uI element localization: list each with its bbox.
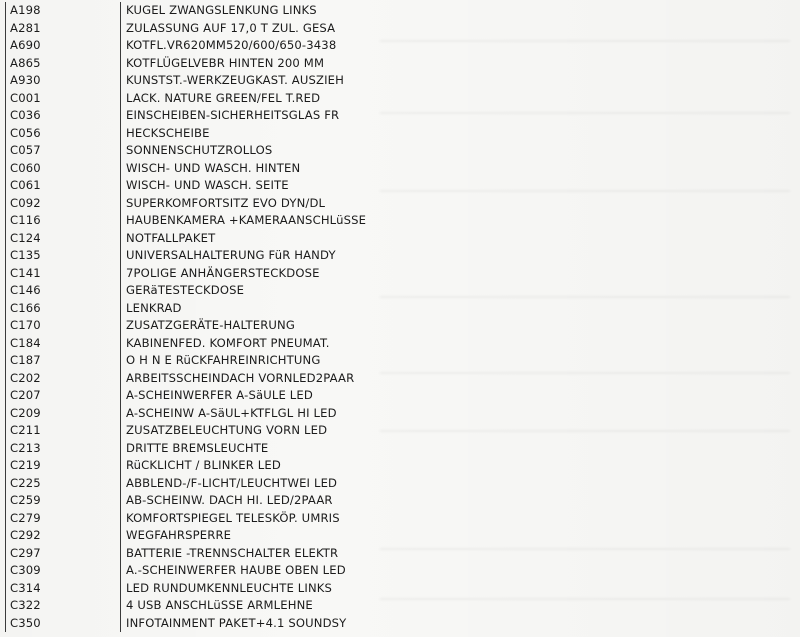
table-row bbox=[6, 562, 367, 580]
table-row bbox=[6, 370, 367, 388]
table-row bbox=[6, 142, 367, 160]
option-code: C001 bbox=[6, 90, 121, 108]
option-code: C166 bbox=[6, 300, 121, 318]
option-code: C060 bbox=[6, 160, 121, 178]
option-description: ZULASSUNG AUF 17,0 T ZUL. GESA bbox=[126, 20, 336, 35]
option-code: C116 bbox=[6, 212, 121, 230]
option-code: C259 bbox=[6, 492, 121, 510]
option-description: ABBLEND-/F-LICHT/LEUCHTWEI LED bbox=[126, 475, 338, 490]
option-description: GERäTESTECKDOSE bbox=[126, 283, 245, 297]
option-code: A198 bbox=[6, 2, 121, 20]
option-code: C207 bbox=[6, 387, 121, 405]
table-row bbox=[6, 335, 367, 353]
table-row bbox=[6, 317, 367, 335]
option-code: C141 bbox=[6, 265, 121, 283]
option-code: C061 bbox=[6, 177, 121, 195]
option-description: KUNSTST.-WERKZEUGKAST. AUSZIEH bbox=[126, 73, 344, 87]
option-description: WISCH- UND WASCH. HINTEN bbox=[126, 160, 301, 175]
option-description: O H N E RüCKFAHREINRICHTUNG bbox=[126, 353, 321, 367]
option-description: LACK. NATURE GREEN/FEL T.RED bbox=[126, 90, 321, 105]
option-code: C279 bbox=[6, 510, 121, 528]
table-row bbox=[6, 597, 367, 615]
table-row bbox=[6, 387, 367, 405]
table-row bbox=[6, 230, 367, 248]
option-code: C297 bbox=[6, 545, 121, 563]
equipment-code-rows bbox=[6, 2, 367, 632]
scan-bleed-through bbox=[380, 548, 790, 550]
table-row bbox=[6, 457, 367, 475]
scan-bleed-through bbox=[380, 296, 790, 298]
option-description: A-SCHEINW A-SäUL+KTFLGL HI LED bbox=[126, 405, 337, 420]
table-row bbox=[6, 440, 367, 458]
option-description: SUPERKOMFORTSITZ EVO DYN/DL bbox=[126, 195, 326, 210]
option-code: C056 bbox=[6, 125, 121, 143]
option-description: ZUSATZGERÄTE-HALTERUNG bbox=[126, 318, 295, 332]
option-description: WEGFAHRSPERRE bbox=[126, 528, 232, 542]
option-description: AB-SCHEINW. DACH HI. LED/2PAAR bbox=[126, 493, 333, 507]
option-code: C211 bbox=[6, 422, 121, 440]
option-code: C309 bbox=[6, 562, 121, 580]
table-row bbox=[6, 615, 367, 633]
scan-bleed-through bbox=[380, 598, 790, 600]
table-row bbox=[6, 545, 367, 563]
option-description: ARBEITSSCHEINDACH VORNLED2PAAR bbox=[126, 370, 355, 385]
option-code: C219 bbox=[6, 457, 121, 475]
scan-bleed-through bbox=[380, 190, 790, 192]
option-code: C213 bbox=[6, 440, 121, 458]
option-code: A690 bbox=[6, 37, 121, 55]
table-row bbox=[6, 125, 367, 143]
option-code: C135 bbox=[6, 247, 121, 265]
table-row bbox=[6, 55, 367, 73]
scan-bleed-through bbox=[380, 372, 790, 374]
option-description: HAUBENKAMERA +KAMERAANSCHLüSSE bbox=[126, 213, 367, 227]
scan-bleed-through bbox=[380, 430, 790, 432]
table-row bbox=[6, 212, 367, 230]
option-code: C314 bbox=[6, 580, 121, 598]
equipment-code-table bbox=[5, 2, 367, 632]
option-description: SONNENSCHUTZROLLOS bbox=[126, 143, 273, 157]
option-description: LENKRAD bbox=[126, 300, 182, 315]
option-code: C209 bbox=[6, 405, 121, 423]
table-row bbox=[6, 492, 367, 510]
option-description: KOMFORTSPIEGEL TELESKÖP. UMRIS bbox=[126, 510, 340, 525]
table-row bbox=[6, 422, 367, 440]
option-description: A-SCHEINWERFER A-SäULE LED bbox=[126, 388, 313, 402]
option-code: A281 bbox=[6, 20, 121, 38]
option-code: C322 bbox=[6, 597, 121, 615]
option-description: UNIVERSALHALTERUNG FüR HANDY bbox=[126, 248, 336, 262]
table-row bbox=[6, 475, 367, 493]
table-row bbox=[6, 195, 367, 213]
option-code: C124 bbox=[6, 230, 121, 248]
option-code: C146 bbox=[6, 282, 121, 300]
table-row bbox=[6, 177, 367, 195]
scan-bleed-through bbox=[380, 112, 790, 114]
table-row bbox=[6, 107, 367, 125]
table-row bbox=[6, 247, 367, 265]
table-row bbox=[6, 510, 367, 528]
option-description: WISCH- UND WASCH. SEITE bbox=[126, 178, 289, 192]
option-description: LED RUNDUMKENNLEUCHTE LINKS bbox=[126, 580, 333, 595]
option-code: C036 bbox=[6, 107, 121, 125]
table-row bbox=[6, 72, 367, 90]
table-row bbox=[6, 20, 367, 38]
option-code: C202 bbox=[6, 370, 121, 388]
option-description: 7POLIGE ANHÄNGERSTECKDOSE bbox=[126, 265, 320, 280]
table-row bbox=[6, 37, 367, 55]
table-row bbox=[6, 352, 367, 370]
option-description: HECKSCHEIBE bbox=[126, 125, 210, 140]
option-code: C350 bbox=[6, 615, 121, 633]
option-code: C184 bbox=[6, 335, 121, 353]
table-row bbox=[6, 300, 367, 318]
option-description: 4 USB ANSCHLüSSE ARMLEHNE bbox=[126, 598, 313, 612]
option-code: C092 bbox=[6, 195, 121, 213]
table-row bbox=[6, 580, 367, 598]
option-code: C187 bbox=[6, 352, 121, 370]
option-description: NOTFALLPAKET bbox=[126, 230, 216, 245]
option-description: BATTERIE -TRENNSCHALTER ELEKTR bbox=[126, 545, 339, 560]
option-code: C292 bbox=[6, 527, 121, 545]
table-row bbox=[6, 527, 367, 545]
option-description: ZUSATZBELEUCHTUNG VORN LED bbox=[126, 423, 328, 437]
table-row bbox=[6, 160, 367, 178]
table-row bbox=[6, 2, 367, 20]
option-code: A865 bbox=[6, 55, 121, 73]
option-description: KOTFLÜGELVEBR HINTEN 200 MM bbox=[126, 55, 325, 70]
scan-bleed-through bbox=[380, 40, 790, 42]
table-row bbox=[6, 282, 367, 300]
option-description: DRITTE BREMSLEUCHTE bbox=[126, 440, 269, 455]
option-code: C057 bbox=[6, 142, 121, 160]
option-description: INFOTAINMENT PAKET+4.1 SOUNDSY bbox=[126, 615, 347, 630]
table-row bbox=[6, 405, 367, 423]
table-row bbox=[6, 90, 367, 108]
option-code: C225 bbox=[6, 475, 121, 493]
option-description: KABINENFED. KOMFORT PNEUMAT. bbox=[126, 335, 330, 350]
option-description: A.-SCHEINWERFER HAUBE OBEN LED bbox=[126, 563, 346, 577]
option-code: A930 bbox=[6, 72, 121, 90]
option-code: C170 bbox=[6, 317, 121, 335]
table-row bbox=[6, 265, 367, 283]
option-description: EINSCHEIBEN-SICHERHEITSGLAS FR bbox=[126, 108, 340, 122]
option-description: KUGEL ZWANGSLENKUNG LINKS bbox=[126, 3, 317, 17]
option-description: RüCKLICHT / BLINKER LED bbox=[126, 458, 281, 472]
option-description: KOTFL.VR620MM520/600/650-3438 bbox=[126, 38, 337, 52]
